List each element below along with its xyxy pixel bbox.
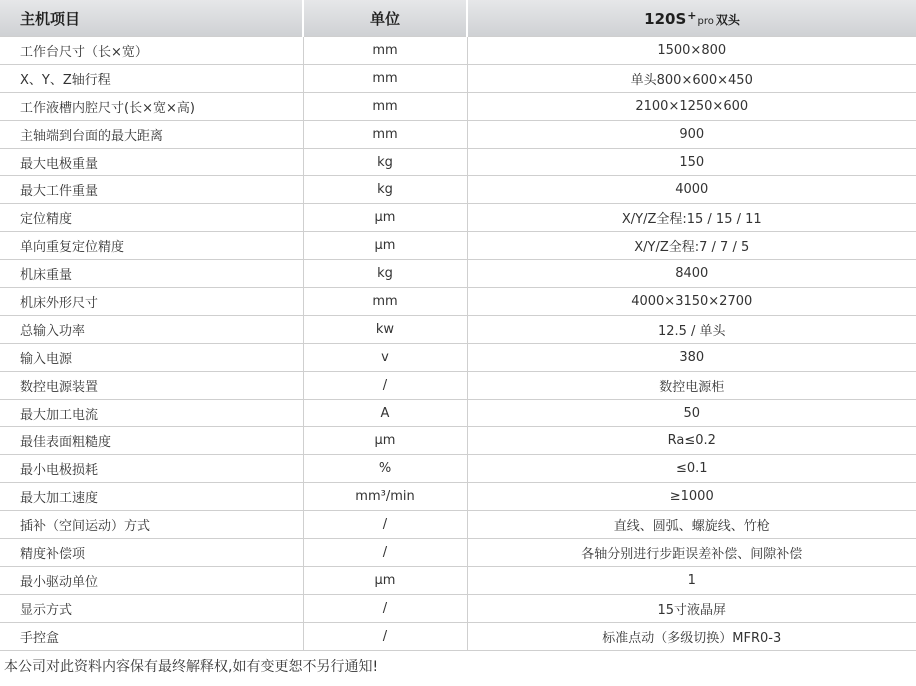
table-row: [0, 120, 916, 148]
model-suffix: 双头: [715, 12, 740, 27]
spec-name-cell: 最大加工电流: [0, 399, 303, 427]
spec-value-cell: 数控电源柜: [467, 371, 916, 399]
spec-unit-cell: /: [303, 594, 467, 622]
spec-value-cell: Ra≤0.2: [467, 427, 916, 455]
spec-name-cell: 最大工件重量: [0, 176, 303, 204]
table-row: [0, 232, 916, 260]
spec-name-cell: 插补（空间运动）方式: [0, 511, 303, 539]
spec-unit-cell: μm: [303, 204, 467, 232]
spec-name-cell: 定位精度: [0, 204, 303, 232]
spec-name-cell: X、Y、Z轴行程: [0, 64, 303, 92]
table-row: [0, 622, 916, 650]
spec-value-cell: 4000: [467, 176, 916, 204]
table-row: [0, 37, 916, 65]
spec-value-cell: 50: [467, 399, 916, 427]
table-row: [0, 204, 916, 232]
spec-name-cell: 数控电源装置: [0, 371, 303, 399]
spec-value-cell: 标准点动（多级切换）MFR0-3: [467, 622, 916, 650]
table-row: [0, 92, 916, 120]
spec-name-cell: 手控盒: [0, 622, 303, 650]
table-row: [0, 176, 916, 204]
table-row: [0, 288, 916, 316]
spec-value-cell: 4000×3150×2700: [467, 288, 916, 316]
spec-unit-cell: mm: [303, 64, 467, 92]
spec-unit-cell: μm: [303, 566, 467, 594]
spec-value-cell: 直线、圆弧、螺旋线、竹枪: [467, 511, 916, 539]
table-row: [0, 483, 916, 511]
spec-name-cell: 最大电极重量: [0, 148, 303, 176]
spec-value-cell: X/Y/Z全程:15 / 15 / 11: [467, 204, 916, 232]
spec-unit-cell: /: [303, 371, 467, 399]
spec-name-cell: 显示方式: [0, 594, 303, 622]
spec-value-cell: X/Y/Z全程:7 / 7 / 5: [467, 232, 916, 260]
spec-name-cell: 主轴端到台面的最大距离: [0, 120, 303, 148]
table-row: [0, 511, 916, 539]
spec-table-body: [0, 37, 916, 651]
spec-value-cell: 2100×1250×600: [467, 92, 916, 120]
spec-value-cell: 15寸液晶屏: [467, 594, 916, 622]
spec-name-cell: 工作台尺寸（长×宽）: [0, 37, 303, 65]
spec-unit-cell: /: [303, 539, 467, 567]
header-model: [467, 0, 916, 37]
spec-unit-cell: kg: [303, 260, 467, 288]
spec-value-cell: 1: [467, 566, 916, 594]
header-item-name: 主机项目: [0, 0, 303, 37]
spec-name-cell: 最佳表面粗糙度: [0, 427, 303, 455]
spec-value-cell: 单头800×600×450: [467, 64, 916, 92]
spec-unit-cell: mm: [303, 92, 467, 120]
table-row: [0, 148, 916, 176]
spec-name-cell: 单向重复定位精度: [0, 232, 303, 260]
spec-value-cell: 12.5 / 单头: [467, 315, 916, 343]
spec-unit-cell: kg: [303, 148, 467, 176]
spec-name-cell: 机床重量: [0, 260, 303, 288]
table-row: [0, 566, 916, 594]
spec-unit-cell: μm: [303, 232, 467, 260]
spec-value-cell: ≥1000: [467, 483, 916, 511]
table-row: [0, 64, 916, 92]
table-row: [0, 315, 916, 343]
model-pro: pro: [697, 15, 714, 27]
spec-name-cell: 输入电源: [0, 343, 303, 371]
spec-unit-cell: mm³/min: [303, 483, 467, 511]
table-row: [0, 260, 916, 288]
model-plus: +: [687, 8, 697, 22]
spec-unit-cell: v: [303, 343, 467, 371]
table-row: [0, 539, 916, 567]
model-number: 120S: [644, 9, 687, 28]
spec-name-cell: 工作液槽内腔尺寸(长×宽×高): [0, 92, 303, 120]
spec-value-cell: 150: [467, 148, 916, 176]
spec-name-cell: 最小电极损耗: [0, 455, 303, 483]
spec-unit-cell: kg: [303, 176, 467, 204]
spec-unit-cell: /: [303, 511, 467, 539]
spec-name-cell: 最小驱动单位: [0, 566, 303, 594]
spec-unit-cell: /: [303, 622, 467, 650]
spec-value-cell: 1500×800: [467, 37, 916, 65]
spec-value-cell: 8400: [467, 260, 916, 288]
header-unit: 单位: [303, 0, 467, 37]
spec-unit-cell: A: [303, 399, 467, 427]
spec-unit-cell: mm: [303, 37, 467, 65]
spec-value-cell: 各轴分别进行步距误差补偿、间隙补偿: [467, 539, 916, 567]
spec-unit-cell: mm: [303, 120, 467, 148]
spec-value-cell: 380: [467, 343, 916, 371]
spec-value-cell: ≤0.1: [467, 455, 916, 483]
table-row: [0, 594, 916, 622]
spec-unit-cell: μm: [303, 427, 467, 455]
header-row: [0, 0, 916, 37]
table-row: [0, 399, 916, 427]
footer-disclaimer: 本公司对此资料内容保有最终解释权,如有变更恕不另行通知!: [4, 659, 379, 675]
spec-table-header: [0, 0, 916, 37]
spec-name-cell: 总输入功率: [0, 315, 303, 343]
table-row: [0, 343, 916, 371]
spec-name-cell: 精度补偿项: [0, 539, 303, 567]
spec-name-cell: 最大加工速度: [0, 483, 303, 511]
table-row: [0, 427, 916, 455]
table-row: [0, 455, 916, 483]
spec-unit-cell: %: [303, 455, 467, 483]
table-row: [0, 371, 916, 399]
spec-unit-cell: mm: [303, 288, 467, 316]
spec-value-cell: 900: [467, 120, 916, 148]
spec-unit-cell: kw: [303, 315, 467, 343]
spec-name-cell: 机床外形尺寸: [0, 288, 303, 316]
